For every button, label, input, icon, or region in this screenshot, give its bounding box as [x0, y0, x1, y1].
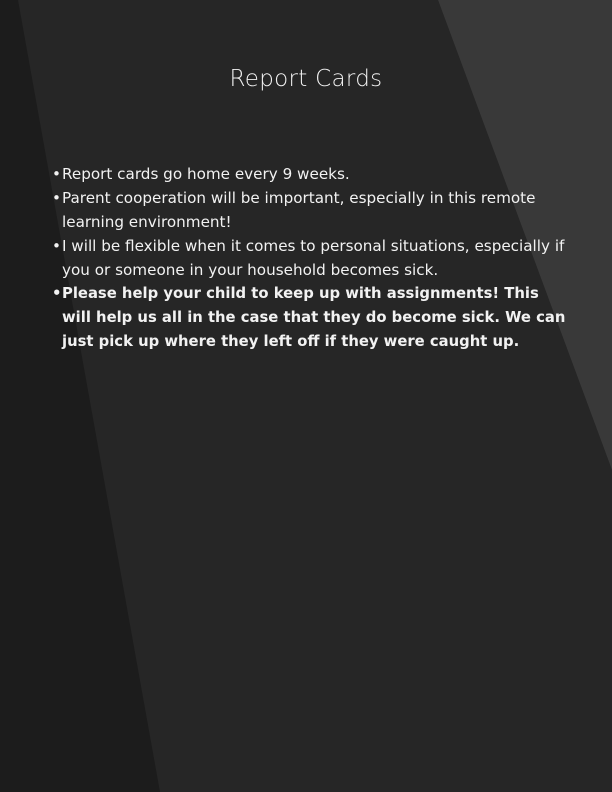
- bullet-dot: •: [52, 189, 61, 207]
- bullet-dot: •: [52, 237, 61, 255]
- bullet-text: Report cards go home every 9 weeks.: [62, 165, 350, 183]
- bullet-dot: •: [52, 285, 62, 302]
- bullet-dot: •: [52, 165, 61, 183]
- bullet-list: [53, 162, 568, 354]
- bullet-item: [53, 234, 568, 282]
- bullet-text: Please help your child to keep up with assignments! This will help us all in the case that they do become sick. We can just pick up where they left off if they were caught up.: [62, 285, 566, 350]
- slide-title: Report Cards: [229, 66, 383, 92]
- bullet-item: [53, 186, 568, 234]
- bullet-text: Parent cooperation will be important, especially in this remote learning environment!: [62, 189, 536, 231]
- bullet-item-emphasis: [53, 282, 568, 354]
- bullet-item: [53, 162, 568, 186]
- bullet-text: I will be flexible when it comes to personal situations, especially if you or someone in your household becomes sick.: [62, 237, 565, 279]
